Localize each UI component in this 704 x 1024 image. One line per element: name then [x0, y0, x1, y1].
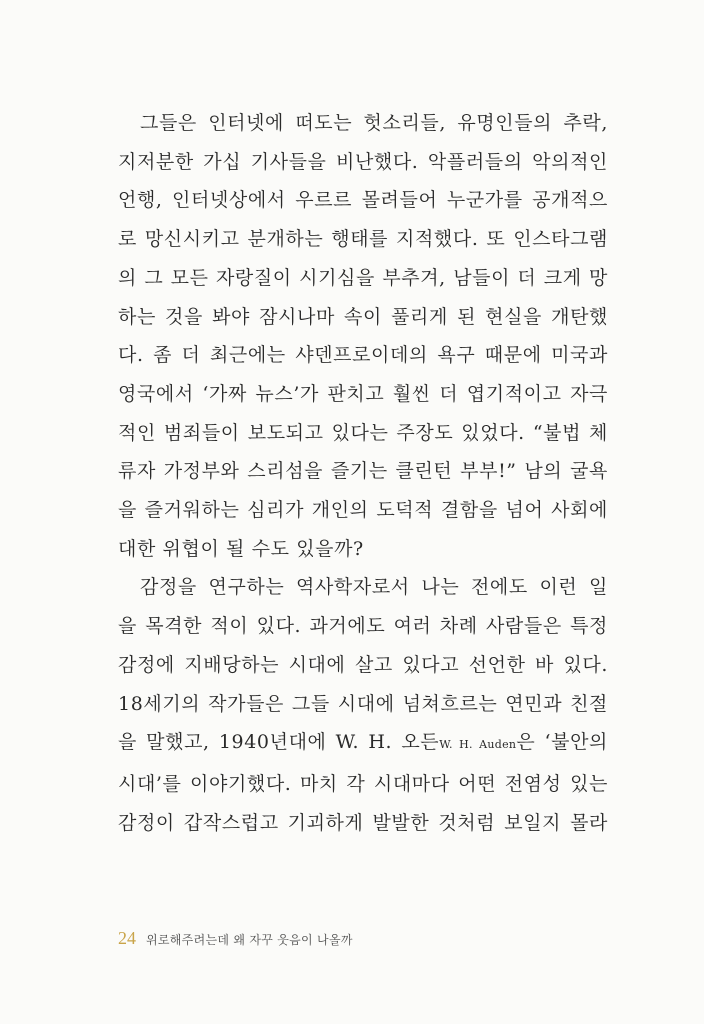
text-line: 시대’를 이야기했다. 마치 각 시대마다 어떤 전염성 있는 [118, 772, 608, 795]
text-line: 로 망신시키고 분개하는 행태를 지적했다. 또 인스타그램 [118, 228, 608, 251]
text-line: 그들은 인터넷에 떠도는 헛소리들, 유명인들의 추락, [140, 112, 608, 134]
auden-original-name: W. H. Auden [439, 738, 517, 752]
body-text [118, 104, 608, 842]
text-line: 을 즐거워하는 심리가 개인의 도덕적 결함을 넘어 사회에 [118, 499, 608, 522]
paragraph-2 [118, 568, 608, 842]
paragraph-1 [118, 104, 608, 568]
running-title: 위로해주려는데 왜 자꾸 웃음이 나올까 [146, 933, 353, 947]
text-line: 다. 좀 더 최근에는 샤덴프로이데의 욕구 때문에 미국과 [118, 344, 608, 367]
text-line: 18세기의 작가들은 그들 시대에 넘쳐흐르는 연민과 친절 [118, 692, 608, 715]
text-line: 하는 것을 봐야 잠시나마 속이 풀리게 된 현실을 개탄했 [118, 305, 608, 328]
text-line: 의 그 모든 자랑질이 시기심을 부추겨, 남들이 더 크게 망 [118, 266, 608, 289]
text-line: 대한 위협이 될 수도 있을까? [118, 537, 364, 560]
text-line: 영국에서 ‘가짜 뉴스’가 판치고 훨씬 더 엽기적이고 자극 [118, 382, 608, 405]
text-line: 류자 가정부와 스리섬을 즐기는 클린턴 부부!” 남의 굴욕 [118, 460, 608, 483]
text-line: 지저분한 가십 기사들을 비난했다. 악플러들의 악의적인 [118, 150, 608, 173]
text-line: 적인 범죄들이 보도되고 있다는 주장도 있었다. “불법 체 [118, 421, 608, 444]
text-line: 감정에 지배당하는 시대에 살고 있다고 선언한 바 있다. [118, 653, 608, 676]
page-number: 24 [118, 928, 136, 948]
text-segment: 은 ‘불안의 [516, 731, 608, 754]
text-line: 을 목격한 적이 있다. 과거에도 여러 차례 사람들은 특정 [118, 615, 608, 638]
text-line: 감정을 연구하는 역사학자로서 나는 전에도 이런 일 [140, 576, 608, 599]
text-line: 감정이 갑작스럽고 기괴하게 발발한 것처럼 보일지 몰라 [118, 811, 608, 834]
text-line: 언행, 인터넷상에서 우르르 몰려들어 누군가를 공개적으 [118, 189, 608, 212]
text-line-auden [118, 723, 608, 765]
text-segment: 을 말했고, 1940년대에 W. H. 오든 [118, 731, 440, 754]
page-footer [118, 928, 353, 952]
